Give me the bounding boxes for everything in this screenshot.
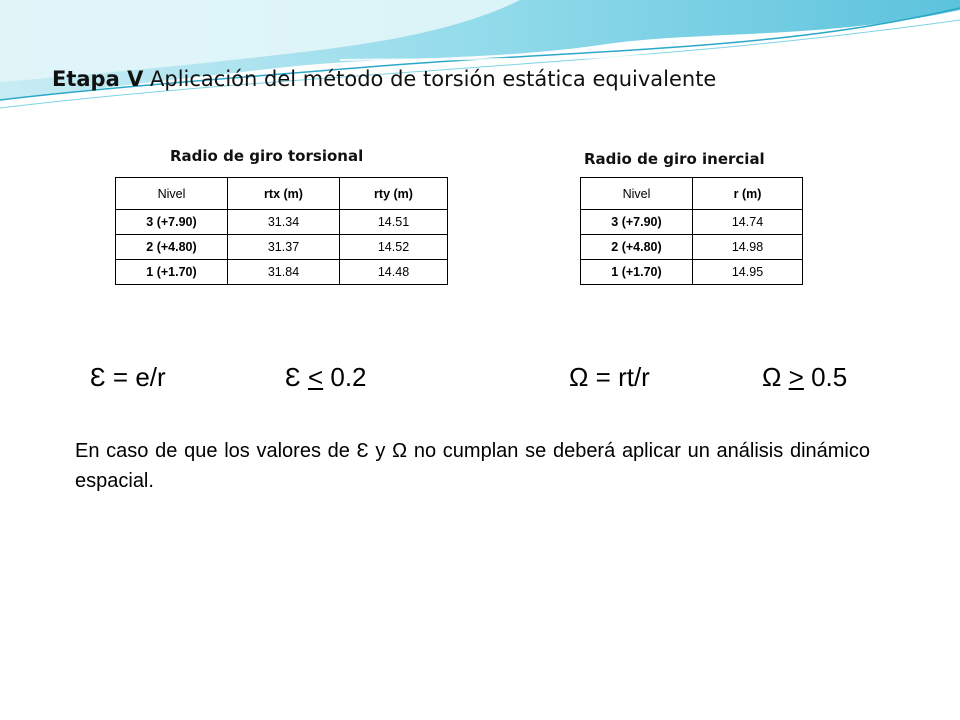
table-cell: 14.74 [693, 210, 803, 235]
table-cell: 2 (+4.80) [581, 235, 693, 260]
torsional-radius-table [115, 177, 448, 285]
table-cell: 14.52 [340, 235, 448, 260]
table-cell: 14.98 [693, 235, 803, 260]
header-cell: Nivel [116, 178, 228, 210]
epsilon-limit: 0.2 [330, 362, 367, 392]
omega-limit: 0.5 [811, 362, 848, 392]
table-cell: 31.84 [228, 260, 340, 285]
header-cell: rty (m) [340, 178, 448, 210]
epsilon-operator: < [307, 362, 324, 392]
explanation-paragraph: En caso de que los valores de Ɛ y Ω no cumplan se deberá aplicar un análisis dinámico espacial. [75, 440, 870, 492]
table-row [116, 260, 448, 285]
epsilon-definition: Ɛ = e/r [90, 362, 166, 392]
table-row [581, 210, 803, 235]
table-row [116, 235, 448, 260]
inercial-table-caption: Radio de giro inercial [584, 150, 765, 168]
slide-title-stage: Etapa V [52, 67, 144, 91]
table-cell: 3 (+7.90) [116, 210, 228, 235]
table-row [116, 210, 448, 235]
table-cell: 31.34 [228, 210, 340, 235]
table-header-row [581, 178, 803, 210]
table-cell: 2 (+4.80) [116, 235, 228, 260]
header-wave-decoration [0, 0, 960, 120]
omega-condition [762, 362, 847, 393]
slide-title-text: Aplicación del método de torsión estática equivalente [143, 67, 717, 91]
epsilon-condition [285, 362, 367, 393]
header-cell: Nivel [581, 178, 693, 210]
table-cell: 31.37 [228, 235, 340, 260]
table-row [581, 235, 803, 260]
torsional-table-caption: Radio de giro torsional [170, 147, 364, 165]
table-cell: 3 (+7.90) [581, 210, 693, 235]
epsilon-symbol: Ɛ [285, 362, 301, 392]
slide-title [52, 67, 716, 91]
table-cell: 14.51 [340, 210, 448, 235]
omega-definition: Ω = rt/r [569, 362, 650, 392]
inercial-radius-table [580, 177, 803, 285]
omega-operator: > [788, 362, 804, 392]
table-row [581, 260, 803, 285]
table-cell: 14.48 [340, 260, 448, 285]
table-cell: 14.95 [693, 260, 803, 285]
table-cell: 1 (+1.70) [116, 260, 228, 285]
table-header-row [116, 178, 448, 210]
table-cell: 1 (+1.70) [581, 260, 693, 285]
header-cell: rtx (m) [228, 178, 340, 210]
omega-symbol: Ω [762, 362, 782, 392]
header-cell: r (m) [693, 178, 803, 210]
